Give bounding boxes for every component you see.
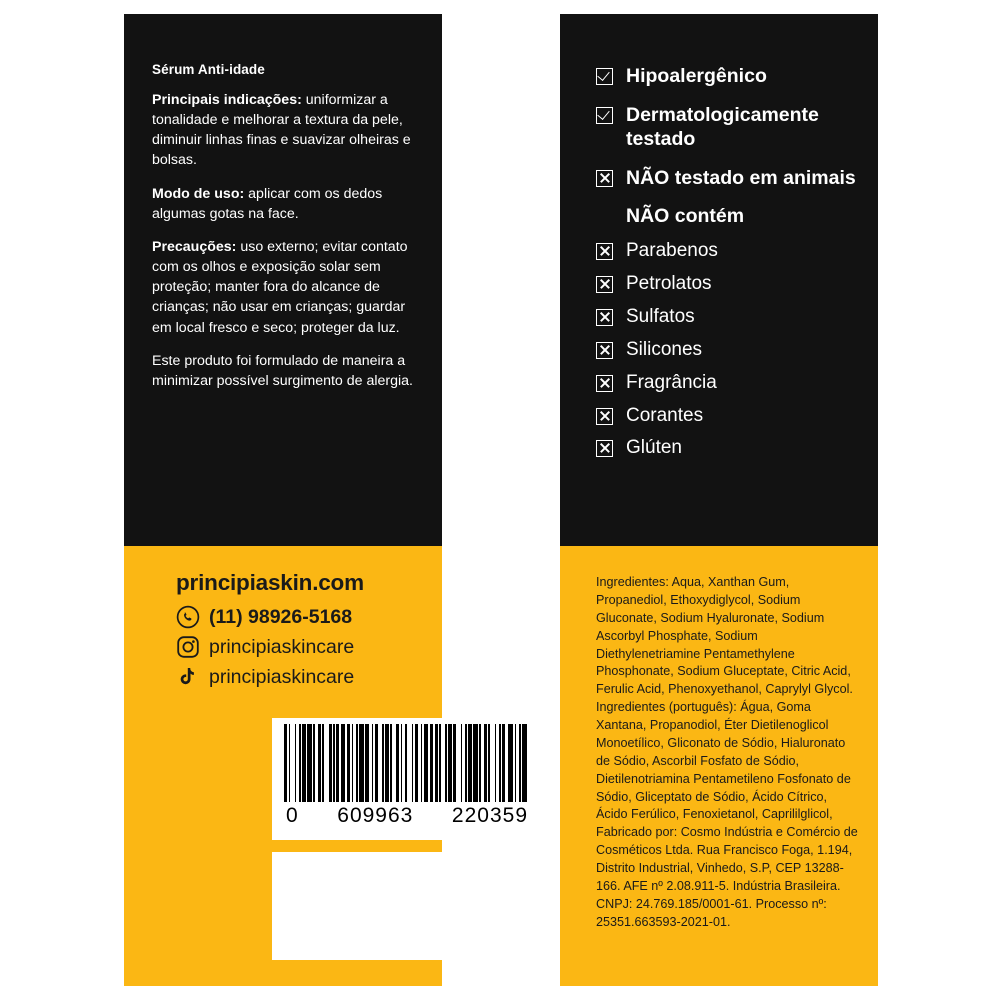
website-text: principiaskin.com: [176, 570, 364, 595]
tiktok-icon: [176, 665, 200, 689]
claim-label: Petrolatos: [626, 272, 712, 294]
precautions-label: Precauções:: [152, 238, 237, 255]
phone-text: (11) 98926-5168: [209, 605, 353, 628]
checkbox-cross-icon: [596, 375, 613, 392]
contact-row-instagram[interactable]: [176, 635, 416, 659]
claim-label: NÃO testado em animais: [626, 166, 856, 189]
indications-block: [152, 90, 414, 171]
allergy-note-block: [152, 351, 414, 391]
instagram-handle: principiaskincare: [209, 635, 355, 658]
claim-label: Parabenos: [626, 239, 718, 261]
checkbox-blank-icon: [596, 208, 613, 225]
claim-label: Hipoalergênico: [626, 65, 767, 87]
product-name: Sérum Anti-idade: [152, 62, 265, 77]
barcode-digits: [272, 804, 542, 828]
precautions-text: uso externo; evitar contato com os olhos e exposição solar sem proteção; manter fora do alcance de crianças; não usar em crianças; guardar em local fresco e seco; proteger da luz.: [152, 238, 408, 336]
package-panel-left: [124, 14, 528, 986]
checkbox-cross-icon: [596, 276, 613, 293]
claim-item: [596, 64, 866, 89]
checkbox-checked-icon: [596, 107, 613, 124]
package-panel-right: [560, 14, 878, 986]
ingredients-block: [596, 574, 858, 932]
usage-block: [152, 184, 414, 224]
claim-label: Glúten: [626, 437, 682, 459]
checkbox-cross-icon: [596, 309, 613, 326]
claim-item: [596, 338, 866, 362]
claim-label: Dermatologicamente testado: [626, 103, 819, 151]
usage-label: Modo de uso:: [152, 185, 245, 202]
barcode-group-2: 220359: [451, 804, 528, 827]
checkbox-cross-icon: [596, 342, 613, 359]
indications-label: Principais indicações:: [152, 92, 302, 108]
claim-label: NÃO contém: [626, 205, 745, 228]
contact-row-whatsapp[interactable]: [176, 605, 416, 629]
indications-text: uniformizar a tonalidade e melhorar a textura da pele, diminuir linhas finas e suavizar olheiras e bolsas.: [152, 92, 411, 169]
contact-block: [176, 570, 416, 695]
claim-item: [596, 305, 866, 329]
checkbox-cross-icon: [596, 408, 613, 425]
claim-item: [596, 404, 866, 428]
claim-item: [596, 239, 866, 263]
barcode: [272, 718, 542, 840]
barcode-group-1: 609963: [337, 804, 414, 827]
blank-label-area: [272, 852, 542, 960]
instagram-icon: [176, 635, 200, 659]
left-panel-text-block: [152, 62, 414, 404]
precautions-block: [152, 237, 414, 338]
ingredients-text: Ingredientes: Aqua, Xanthan Gum, Propanediol, Ethoxydiglycol, Sodium Gluconate, Sodium Hyaluronate, Sodium Ascorbyl Phosphate, Sodium Diethylenetriamine Pentamethylene Phosphonate, Sodium Gluceptate, Citric Acid, Ferulic Acid, Phenoxyethanol, Caprylyl Glycol. Ingredientes (português): Água, Goma Xantana, Propanodiol, Éter Dietilenoglicol Monoetílico, Gliconato de Sódio, Hialuronato de Sódio, Ascorbil Fosfato de Sódio, Dietilenotriamina Pentametileno Fosfonato de Sódio, Gliceptato de Sódio, Ácido Cítrico, Ácido Ferúlico, Fenoxietanol, Caprililglicol, Fabricado por: Cosmo Indústria e Comércio de Cosméticos Ltda. Rua Francisco Foga, 1.194, Distrito Industrial, Vinhedo, S.P, CEP 13288-166. AFE nº 2.08.911-5. Indústria Brasileira. CNPJ: 24.769.185/0001-61. Processo nº: 25351.663593-2021-01.: [596, 575, 858, 929]
usage-text: aplicar com os dedos algumas gotas na face.: [152, 185, 383, 222]
claim-item: [596, 103, 866, 152]
claim-label: Silicones: [626, 338, 703, 360]
claim-label: Sulfatos: [626, 305, 695, 327]
claim-item: [596, 204, 866, 229]
claim-item: [596, 371, 866, 395]
whatsapp-icon: [176, 605, 200, 629]
checkbox-cross-icon: [596, 440, 613, 457]
claim-label: Corantes: [626, 404, 704, 426]
claim-item: [596, 166, 866, 191]
claim-item: [596, 436, 866, 460]
claims-list: [596, 64, 866, 469]
barcode-digit-prefix: 0: [286, 804, 299, 827]
claim-item: [596, 272, 866, 296]
checkbox-cross-icon: [596, 170, 613, 187]
barcode-bars: [284, 724, 530, 802]
claim-label: Fragrância: [626, 371, 717, 393]
allergy-note: Este produto foi formulado de maneira a minimizar possível surgimento de alergia.: [152, 352, 414, 389]
tiktok-handle: principiaskincare: [209, 665, 355, 688]
checkbox-checked-icon: [596, 68, 613, 85]
checkbox-cross-icon: [596, 243, 613, 260]
contact-row-tiktok[interactable]: [176, 665, 416, 689]
